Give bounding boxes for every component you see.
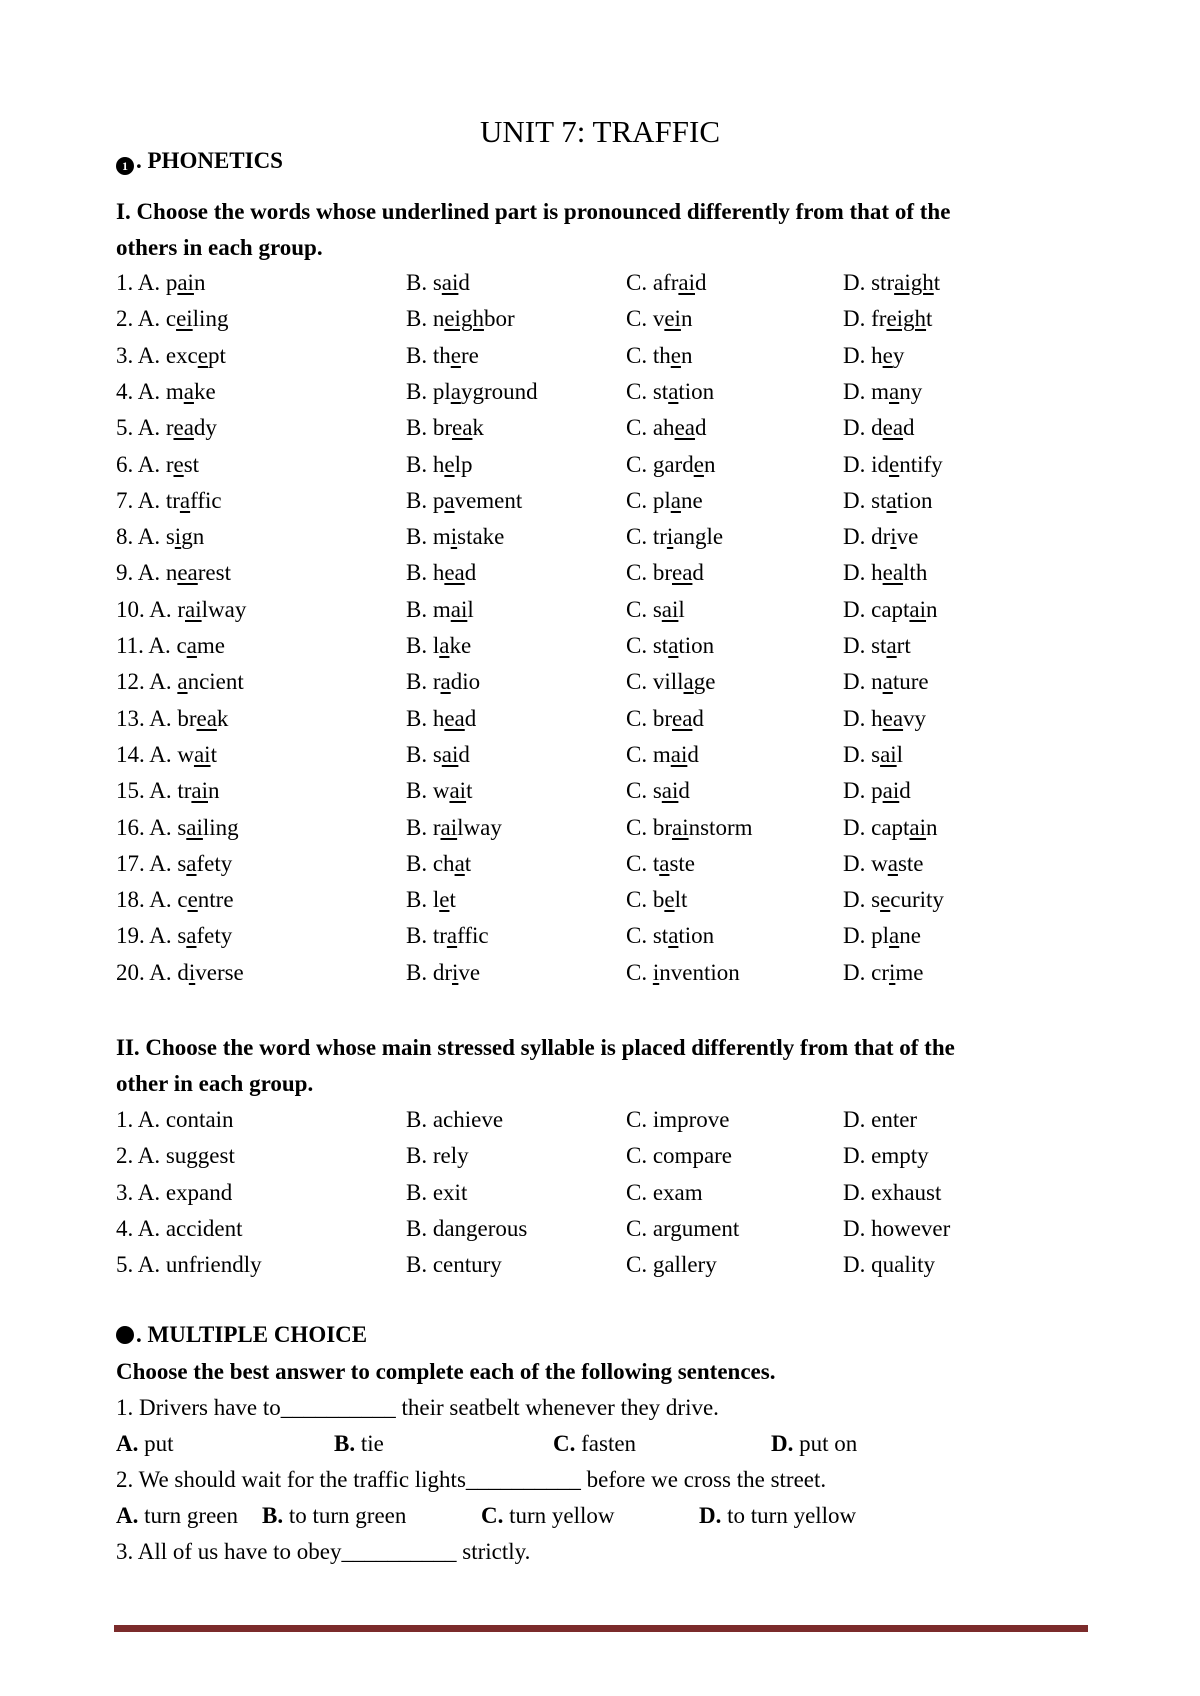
option-c: C. bread (626, 560, 704, 586)
underlined-sound: ea (444, 705, 465, 731)
underlined-sound: a (454, 850, 465, 876)
option-d: D. start (843, 633, 911, 658)
underlined-sound: i (888, 959, 896, 985)
option-d: D. plane (843, 923, 921, 949)
mc-instruction: Choose the best answer to complete each of the following sentences. (116, 1359, 776, 1384)
underlined-sound: ei (176, 306, 193, 332)
underlined-sound: ea (672, 705, 693, 731)
option-c: C. invention (626, 959, 740, 985)
part2-instruction-line1: II. Choose the word whose main stressed syllable is placed differently from that of the (116, 1035, 955, 1060)
underlined-sound: ai (193, 741, 211, 767)
underlined-sound: ai (185, 596, 202, 622)
option-c: C. compare (626, 1143, 733, 1169)
option-d: D. straight (843, 270, 941, 295)
option-c: C. triangle (626, 524, 724, 550)
underlined-sound: ai (672, 814, 689, 840)
option-a: 17. A. safety (116, 850, 233, 876)
mc-q1-option-b: B. tie (334, 1431, 384, 1456)
underlined-sound: e (187, 887, 198, 913)
option-c: C. taste (626, 850, 696, 876)
mc-q1-option-c: C. fasten (553, 1431, 637, 1456)
underlined-sound: e (197, 342, 208, 368)
option-a: 5. A. unfriendly (116, 1252, 262, 1278)
footer-rule (114, 1625, 1088, 1632)
part1-row (0, 738, 1200, 772)
underlined-sound: e (173, 451, 184, 477)
option-c: C. garden (626, 451, 716, 477)
option-d: D. station (843, 487, 933, 513)
option-b: B. chat (406, 850, 472, 876)
option-b: B. mail (406, 596, 474, 622)
underlined-sound: e (889, 451, 900, 477)
underlined-sound: ai (177, 270, 194, 295)
underlined-sound: a (670, 487, 681, 513)
underlined-sound: a (186, 850, 197, 876)
option-b: B. head (406, 705, 477, 731)
phonetics-heading-text: . PHONETICS (136, 148, 283, 173)
option-c: C. sail (626, 596, 685, 622)
option-d: D. exhaust (843, 1179, 942, 1205)
option-d: D. waste (843, 850, 924, 876)
part1-row (0, 520, 1200, 554)
mc-q2-option-b: B. to turn green (262, 1503, 407, 1528)
option-b: B. exit (406, 1179, 468, 1205)
underlined-sound: a (446, 923, 458, 949)
underlined-sound: e (882, 342, 893, 368)
section-heading-phonetics (116, 146, 283, 176)
option-d: D. health (843, 560, 928, 586)
part1-row (0, 811, 1200, 845)
underlined-sound: a (683, 669, 694, 695)
option-b: B. there (406, 342, 479, 368)
option-d: D. sail (843, 741, 904, 767)
option-b: B. lake (406, 633, 472, 658)
mc-question-1: 1. Drivers have to__________ their seatbelt whenever they drive. (116, 1395, 719, 1420)
option-b: B. break (406, 415, 484, 441)
underlined-sound: ai (449, 778, 467, 804)
part1-row (0, 339, 1200, 373)
option-b: B. drive (406, 959, 481, 985)
underlined-sound: a (889, 923, 900, 949)
underlined-sound: a (889, 378, 900, 404)
option-c: C. village (626, 669, 716, 695)
option-a: 5. A. ready (116, 415, 217, 441)
option-c: C. station (626, 378, 715, 404)
underlined-sound: eigh (444, 306, 484, 332)
underlined-sound: i (174, 524, 182, 550)
part1-instruction-line1: I. Choose the words whose underlined part is pronounced differently from that of the (116, 199, 951, 224)
underlined-sound: a (886, 487, 897, 513)
underlined-sound: ai (909, 814, 927, 840)
underlined-sound: ai (450, 596, 468, 622)
underlined-sound: ea (196, 705, 217, 731)
option-d: D. drive (843, 524, 919, 550)
filled-circle-bullet-icon (116, 1326, 134, 1344)
option-d: D. heavy (843, 705, 927, 731)
option-b: B. rely (406, 1143, 469, 1169)
option-d: D. captain (843, 814, 938, 840)
option-a: 19. A. safety (116, 923, 233, 949)
part1-row (0, 702, 1200, 736)
part1-row (0, 302, 1200, 336)
option-c: C. improve (626, 1107, 730, 1132)
underlined-sound: i (666, 524, 674, 550)
underlined-sound: i (652, 959, 660, 985)
option-a: 1. A. contain (116, 1107, 234, 1132)
option-a: 15. A. train (116, 778, 220, 804)
option-a: 1. A. pain (116, 270, 206, 295)
underlined-sound: ea (173, 415, 194, 441)
part1-row (0, 484, 1200, 518)
underlined-sound: ai (678, 270, 695, 295)
option-c: C. station (626, 923, 715, 949)
underlined-sound: a (887, 850, 898, 876)
underlined-sound: a (668, 923, 679, 949)
underlined-sound: a (183, 378, 194, 404)
underlined-sound: ai (909, 596, 927, 622)
part1-row (0, 665, 1200, 699)
option-b: B. achieve (406, 1107, 504, 1132)
option-c: C. belt (626, 887, 688, 913)
option-d: D. many (843, 378, 923, 404)
part1-row (0, 266, 1200, 300)
underlined-sound: eigh (886, 306, 927, 332)
option-b: B. railway (406, 814, 502, 840)
underlined-sound: ai (441, 270, 459, 295)
part1-row (0, 448, 1200, 482)
option-c: C. maid (626, 741, 699, 767)
option-a: 4. A. accident (116, 1215, 243, 1241)
option-a: 9. A. nearest (116, 560, 231, 586)
underlined-sound: ai (191, 778, 208, 804)
underlined-sound: e (439, 887, 450, 913)
option-a: 2. A. suggest (116, 1143, 235, 1169)
part1-row (0, 411, 1200, 445)
option-d: D. however (843, 1215, 951, 1241)
option-a: 2. A. ceiling (116, 306, 229, 332)
part1-row (0, 919, 1200, 953)
option-b: B. pavement (406, 487, 523, 513)
mc-q2-option-d: D. to turn yellow (699, 1503, 857, 1528)
underlined-sound: e (664, 887, 675, 913)
numbered-bullet-icon: 1 (116, 157, 134, 175)
option-b: B. neighbor (406, 306, 515, 332)
option-a: 13. A. break (116, 705, 229, 731)
underlined-sound: ai (661, 596, 679, 622)
underlined-sound: e (444, 451, 455, 477)
option-b: B. century (406, 1252, 502, 1278)
underlined-sound: ea (177, 560, 198, 586)
option-b: B. wait (406, 778, 473, 804)
underlined-sound: ea (674, 415, 695, 441)
option-b: B. traffic (406, 923, 489, 949)
option-b: B. playground (406, 378, 538, 404)
option-a: 3. A. except (116, 342, 226, 368)
part1-row (0, 375, 1200, 409)
underlined-sound: ai (440, 814, 458, 840)
underlined-sound: a (179, 487, 191, 513)
option-c: C. argument (626, 1215, 740, 1241)
underlined-sound: a (186, 633, 197, 658)
underlined-sound: a (886, 633, 897, 658)
option-d: D. dead (843, 415, 915, 441)
part1-row (0, 847, 1200, 881)
option-d: D. quality (843, 1252, 935, 1278)
option-d: D. empty (843, 1143, 929, 1169)
underlined-sound: ei (664, 306, 681, 332)
underlined-sound: a (444, 487, 455, 513)
option-b: B. let (406, 887, 456, 913)
underlined-sound: i (450, 524, 458, 550)
underlined-sound: a (450, 378, 461, 404)
underlined-sound: ai (670, 741, 688, 767)
option-d: D. security (843, 887, 944, 913)
option-d: D. nature (843, 669, 929, 695)
option-c: C. gallery (626, 1252, 717, 1278)
option-c: C. plane (626, 487, 703, 513)
option-a: 12. A. ancient (116, 669, 244, 695)
part1-row (0, 956, 1200, 990)
underlined-sound: i (452, 959, 459, 985)
part1-instruction-line2: others in each group. (116, 235, 323, 260)
mc-q1-option-a: A. put (116, 1431, 174, 1456)
option-a: 18. A. centre (116, 887, 234, 913)
option-a: 11. A. came (116, 633, 226, 658)
option-b: B. help (406, 451, 473, 477)
mc-question-3: 3. All of us have to obey__________ strictly. (116, 1539, 531, 1564)
part2-instruction-line2: other in each group. (116, 1071, 314, 1096)
underlined-sound: e (693, 451, 704, 477)
underlined-sound: e (880, 887, 891, 913)
part1-row (0, 593, 1200, 627)
section-heading-multiple-choice (116, 1320, 367, 1350)
underlined-sound: ea (672, 560, 693, 586)
part1-row (0, 883, 1200, 917)
underlined-sound: ea (882, 560, 904, 586)
underlined-sound: ai (882, 778, 900, 804)
part2-row (0, 1139, 1200, 1173)
underlined-sound: i (890, 524, 897, 550)
underlined-sound: a (882, 669, 893, 695)
option-b: B. radio (406, 669, 481, 695)
part2-row (0, 1103, 1200, 1137)
part1-row (0, 774, 1200, 808)
option-a: 10. A. railway (116, 596, 247, 622)
multiple-choice-heading-text: . MULTIPLE CHOICE (136, 1322, 368, 1347)
option-a: 20. A. diverse (116, 959, 244, 985)
part1-row (0, 556, 1200, 590)
underlined-sound: a (186, 923, 197, 949)
underlined-sound: a (440, 669, 451, 695)
mc-q1-option-d: D. put on (771, 1431, 858, 1456)
underlined-sound: ai (186, 814, 203, 840)
option-a: 16. A. sailing (116, 814, 239, 840)
underlined-sound: ai (441, 741, 459, 767)
option-b: B. dangerous (406, 1215, 528, 1241)
underlined-sound: e (670, 342, 681, 368)
option-b: B. head (406, 560, 477, 586)
option-a: 4. A. make (116, 378, 216, 404)
option-d: D. enter (843, 1107, 918, 1132)
mc-q2-option-a: A. turn green (116, 1503, 239, 1528)
part2-row (0, 1176, 1200, 1210)
option-b: B. said (406, 270, 470, 295)
underlined-sound: ea (452, 415, 473, 441)
part2-row (0, 1248, 1200, 1282)
option-d: D. paid (843, 778, 911, 804)
underlined-sound: ea (882, 415, 904, 441)
underlined-sound: a (659, 850, 670, 876)
option-c: C. ahead (626, 415, 707, 441)
underlined-sound: a (439, 633, 450, 658)
page-title: UNIT 7: TRAFFIC (479, 114, 720, 149)
underlined-sound: i (188, 959, 196, 985)
underlined-sound: e (450, 342, 461, 368)
option-a: 3. A. expand (116, 1179, 233, 1205)
underlined-sound: ai (661, 778, 679, 804)
option-c: C. brainstorm (626, 814, 753, 840)
option-c: C. then (626, 342, 693, 368)
option-c: C. vein (626, 306, 693, 332)
option-d: D. hey (843, 342, 905, 368)
option-a: 8. A. sign (116, 524, 205, 550)
option-d: D. freight (843, 306, 933, 332)
underlined-sound: a (668, 633, 679, 658)
option-d: D. identify (843, 451, 943, 477)
part1-row (0, 629, 1200, 663)
option-c: C. station (626, 633, 715, 658)
mc-q2-option-c: C. turn yellow (481, 1503, 615, 1528)
option-b: B. said (406, 741, 470, 767)
part2-row (0, 1212, 1200, 1246)
underlined-sound: ai (880, 741, 897, 767)
option-c: C. exam (626, 1179, 703, 1205)
option-d: D. captain (843, 596, 938, 622)
option-a: 6. A. rest (116, 451, 200, 477)
option-a: 7. A. traffic (116, 487, 222, 513)
option-c: C. said (626, 778, 690, 804)
option-b: B. mistake (406, 524, 505, 550)
underlined-sound: a (668, 378, 679, 404)
option-a: 14. A. wait (116, 741, 217, 767)
option-c: C. afraid (626, 270, 707, 295)
underlined-sound: ea (882, 705, 904, 731)
option-d: D. crime (843, 959, 924, 985)
underlined-sound: a (177, 669, 188, 695)
underlined-sound: aigh (894, 270, 934, 295)
option-c: C. bread (626, 705, 704, 731)
underlined-sound: ea (444, 560, 465, 586)
mc-question-2: 2. We should wait for the traffic lights__________ before we cross the street. (116, 1467, 827, 1492)
